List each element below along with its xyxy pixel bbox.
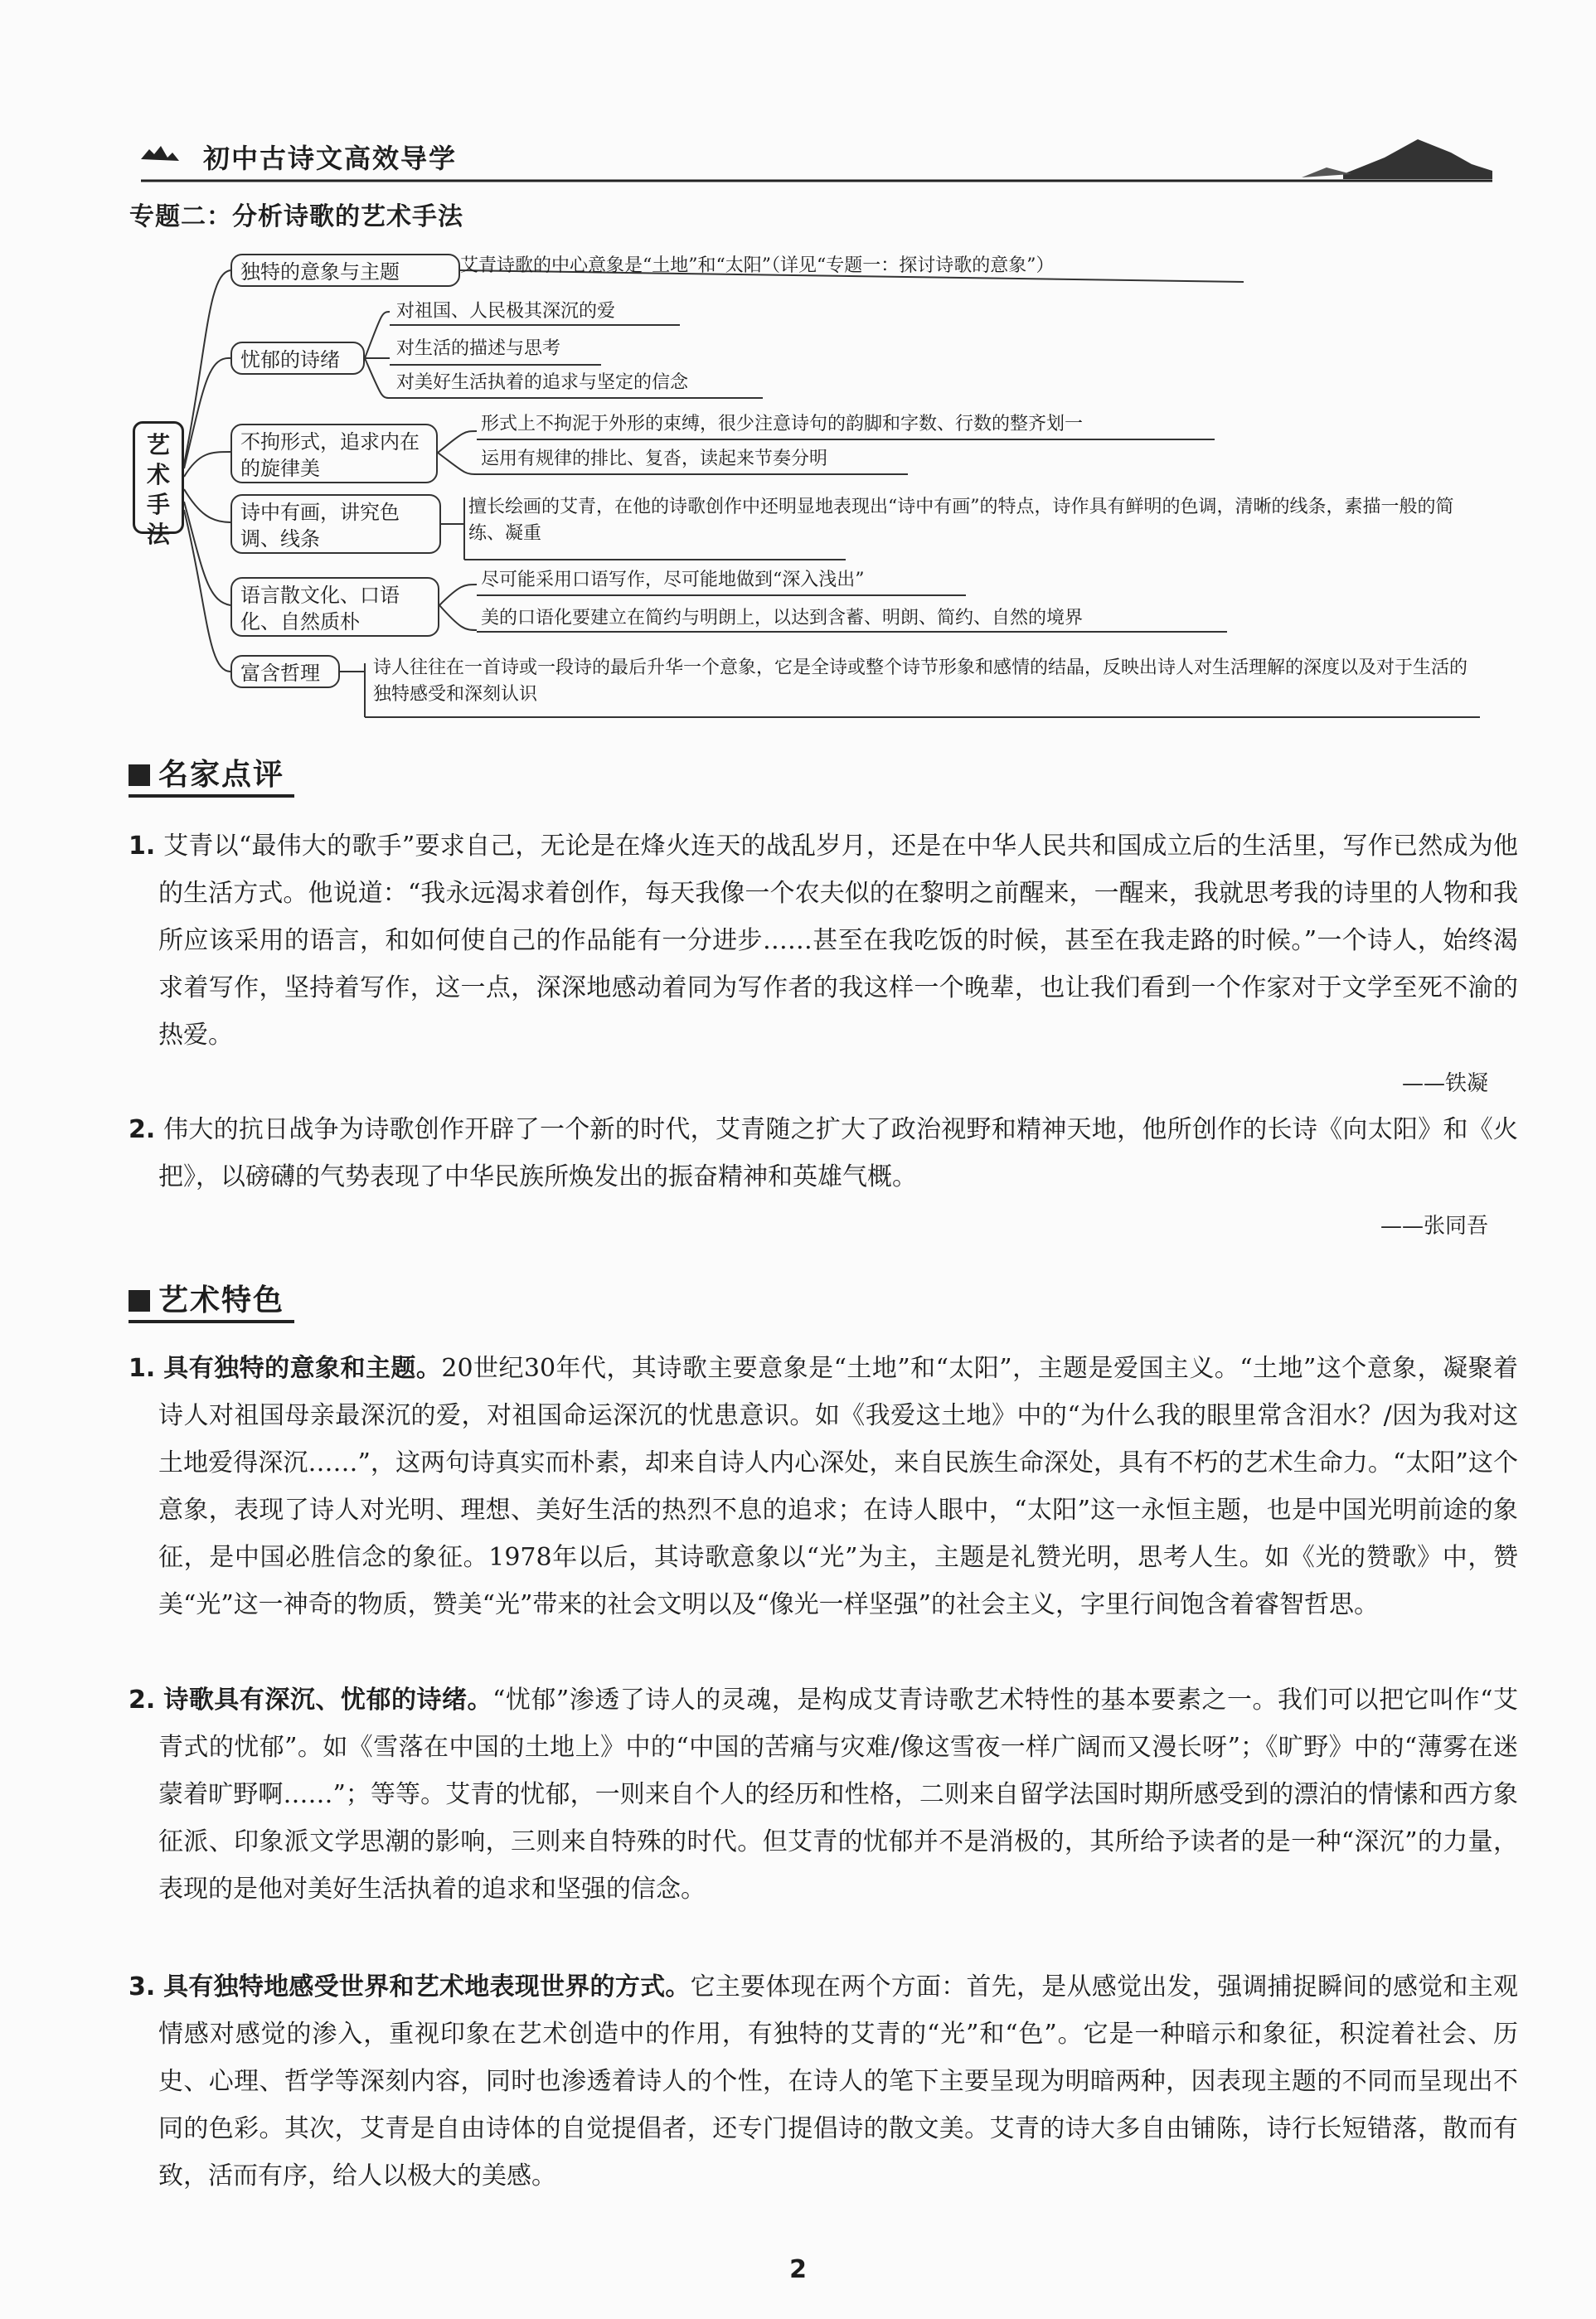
item-text: 它主要体现在两个方面：首先，是从感觉出发，强调捕捉瞬间的感觉和主观情感对感觉的渗入，重视印象在艺术创造中的作用，有独特的艾青的“光”和“色”。它是一种暗示和象征，积淀着社会、历史、心理、哲学等深刻内容，同时也渗透着诗人的个性，在诗人的笔下主要呈现为明暗两种，因表现主题的不同而呈现出不同的色彩。其次，艾青是自由诗体的自觉提倡者，还专门提倡诗的散文美。艾青的诗大多自由铺陈，诗行长短错落，散而有致，活而有序，给人以极大的美感。 (158, 1972, 1519, 2190)
branch-note: 对美好生活执着的追求与坚定的信念 (396, 372, 689, 393)
item-text: “忧郁”渗透了诗人的灵魂，是构成艾青诗歌艺术特性的基本要素之一。我们可以把它叫作“艾青式的忧郁”。如《雪落在中国的土地上》中的“中国的苦痛与灾难/像这雪夜一样广阔而又漫长呀”；《旷野》中的“薄雾在迷蒙着旷野啊……”；等等。艾青的忧郁，一则来自个人的经历和性格，二则来自留学法国时期所感受到的漂泊的情愫和西方象征派、印象派文学思潮的影响，三则来自特殊的时代。但艾青的忧郁并不是消极的，其所给予读者的是一种“深沉”的力量，表现的是他对美好生活执着的追求和坚强的信念。 (158, 1686, 1518, 1904)
item-lead: 具有独特的意象和主题。 (163, 1354, 442, 1383)
branch-label: 语言散文化、口语化、自然质朴 (240, 584, 400, 633)
critique-author: ——张同吾 (1380, 1214, 1488, 1239)
branch-imagery-theme (230, 254, 460, 287)
branch-note: 艾青诗歌的中心意象是“土地”和“太阳”（详见“专题一：探讨诗歌的意象”） (460, 255, 1055, 276)
divider (129, 1320, 294, 1323)
divider (129, 794, 294, 798)
item-lead: 诗歌具有深沉、忧郁的诗绪。 (163, 1686, 492, 1715)
section-heading-critique (129, 751, 284, 793)
feature-item (129, 1345, 1518, 1628)
page-number: 2 (789, 2255, 807, 2284)
branch-note: 形式上不拘泥于外形的束缚，很少注意诗句的韵脚和字数、行数的整齐划一 (481, 414, 1084, 434)
branch-label: 独特的意象与主题 (240, 260, 400, 284)
critique-item (129, 1106, 1518, 1201)
branch-note: 对生活的描述与思考 (396, 338, 561, 359)
item-text: 艾青以“最伟大的歌手”要求自己，无论是在烽火连天的战乱岁月，还是在中华人民共和国成立后的生活里，写作已然成为他的生活方式。他说道：“我永远渴求着创作，每天我像一个农夫似的在黎明之前醒来，一醒来，我就思考我的诗里的人物和我所应该采用的语言，和如何使自己的作品能有一分进步……甚至在我吃饭的时候，甚至在我走路的时候。”一个诗人，始终渴求着写作，坚持着写作，这一点，深深地感动着同为写作者的我这样一个晚辈，也让我们看到一个作家对于文学至死不渝的热爱。 (158, 832, 1518, 1050)
feature-item (129, 1963, 1518, 2200)
branch-label: 富含哲理 (240, 662, 320, 685)
branch-painting (230, 494, 441, 554)
branch-note: 尽可能采用口语写作，尽可能地做到“深入浅出” (481, 570, 865, 590)
item-lead: 具有独特地感受世界和艺术地表现世界的方式。 (163, 1972, 691, 2001)
topic-title: 专题二：分析诗歌的艺术手法 (129, 202, 463, 231)
item-number: 1. (129, 1354, 156, 1383)
branch-note: 对祖国、人民极其深沉的爱 (396, 301, 616, 322)
branch-language (230, 577, 439, 637)
branch-melancholy (230, 342, 365, 375)
branch-label: 忧郁的诗绪 (240, 348, 340, 371)
feature-item (129, 1676, 1518, 1913)
item-number: 2. (129, 1115, 156, 1144)
branch-note: 诗人往往在一首诗或一段诗的最后升华一个意象，它是全诗或整个诗节形象和感情的结晶，反映出诗人对生活理解的深度以及对于生活的独特感受和深刻认识 (373, 657, 1468, 705)
mindmap-root (133, 421, 184, 548)
item-number: 1. (129, 832, 156, 861)
branch-philosophy (230, 655, 340, 688)
mindmap-root-label: 艺术手法 (146, 431, 170, 548)
branch-note: 运用有规律的排比、复沓，读起来节奏分明 (481, 449, 828, 469)
item-text: 20世纪30年代，其诗歌主要意象是“土地”和“太阳”，主题是爱国主义。“土地”这个意象，凝聚着诗人对祖国母亲最深沉的爱，对祖国命运深沉的忧患意识。如《我爱这土地》中的“为什么我的眼里常含泪水？/因为我对这土地爱得深沉……”，这两句诗真实而朴素，却来自诗人内心深处，来自民族生命深处，具有不朽的艺术生命力。“太阳”这个意象，表现了诗人对光明、理想、美好生活的热烈不息的追求；在诗人眼中，“太阳”这一永恒主题，也是中国光明前途的象征，是中国必胜信念的象征。1978年以后，其诗歌意象以“光”为主，主题是礼赞光明，思考人生。如《光的赞歌》中，赞美“光”这一神奇的物质，赞美“光”带来的社会文明以及“像光一样坚强”的社会主义，字里行间饱含着睿智哲思。 (158, 1354, 1518, 1619)
item-text: 伟大的抗日战争为诗歌创作开辟了一个新的时代，艾青随之扩大了政治视野和精神天地，他所创作的长诗《向太阳》和《火把》，以磅礴的气势表现了中华民族所焕发出的振奋精神和英雄气概。 (158, 1115, 1519, 1191)
branch-note: 擅长绘画的艾青，在他的诗歌创作中还明显地表现出“诗中有画”的特点，诗作具有鲜明的色调，清晰的线条，素描一般的简练、凝重 (468, 497, 1454, 544)
section-marker-icon (129, 1290, 150, 1312)
branch-rhythm (230, 424, 438, 483)
section-marker-icon (129, 764, 150, 786)
critique-author: ——铁凝 (1401, 1071, 1488, 1096)
section-heading-features (129, 1277, 284, 1319)
branch-label: 诗中有画，讲究色调、线条 (240, 501, 400, 551)
section-heading-text: 艺术特色 (158, 1283, 285, 1317)
item-number: 2. (129, 1686, 156, 1715)
branch-note: 美的口语化要建立在简约与明朗上，以达到含蓄、明朗、简约、自然的境界 (481, 608, 1084, 628)
critique-item (129, 822, 1518, 1059)
branch-label: 不拘形式，追求内在的旋律美 (240, 430, 420, 480)
book-title: 初中古诗文高效导学 (203, 143, 458, 174)
item-number: 3. (129, 1972, 156, 2001)
section-heading-text: 名家点评 (158, 758, 285, 792)
